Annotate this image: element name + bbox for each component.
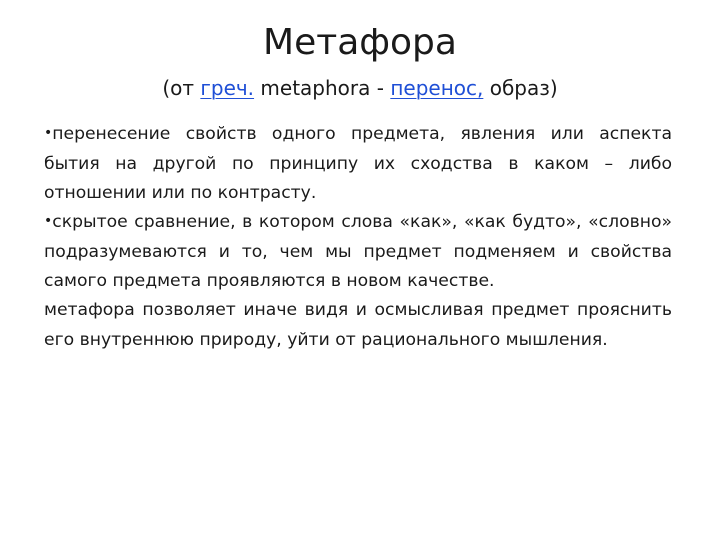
subtitle-suffix: образ) xyxy=(483,76,558,100)
bullet-icon: • xyxy=(44,125,53,141)
paragraph-text: скрытое сравнение, в котором слова «как», «как будто», «словно» подразумеваются и то, чем мы предмет подменяем и свойства самого предмета проявляются в новом качестве. xyxy=(44,212,672,291)
slide-subtitle xyxy=(0,74,720,102)
body-text xyxy=(44,120,672,355)
subtitle-middle: metaphora - xyxy=(254,76,391,100)
greek-link[interactable]: греч. xyxy=(200,76,255,100)
paragraph-text: перенесение свойств одного предмета, явления или аспекта бытия на другой по принципу их сходства в каком – либо отношении или по контрасту. xyxy=(44,124,672,203)
subtitle-prefix: (от xyxy=(162,76,201,100)
paragraph-text: метафора позволяет иначе видя и осмысливая предмет прояснить его внутреннюю природу, уйти от рационального мышления. xyxy=(44,300,672,350)
transfer-link[interactable]: перенос, xyxy=(390,76,484,100)
slide-title: Метафора xyxy=(263,22,457,63)
bullet-icon: • xyxy=(44,213,53,229)
paragraph-purpose xyxy=(44,296,672,355)
paragraph-definition xyxy=(44,120,672,208)
paragraph-hidden-comparison xyxy=(44,208,672,296)
